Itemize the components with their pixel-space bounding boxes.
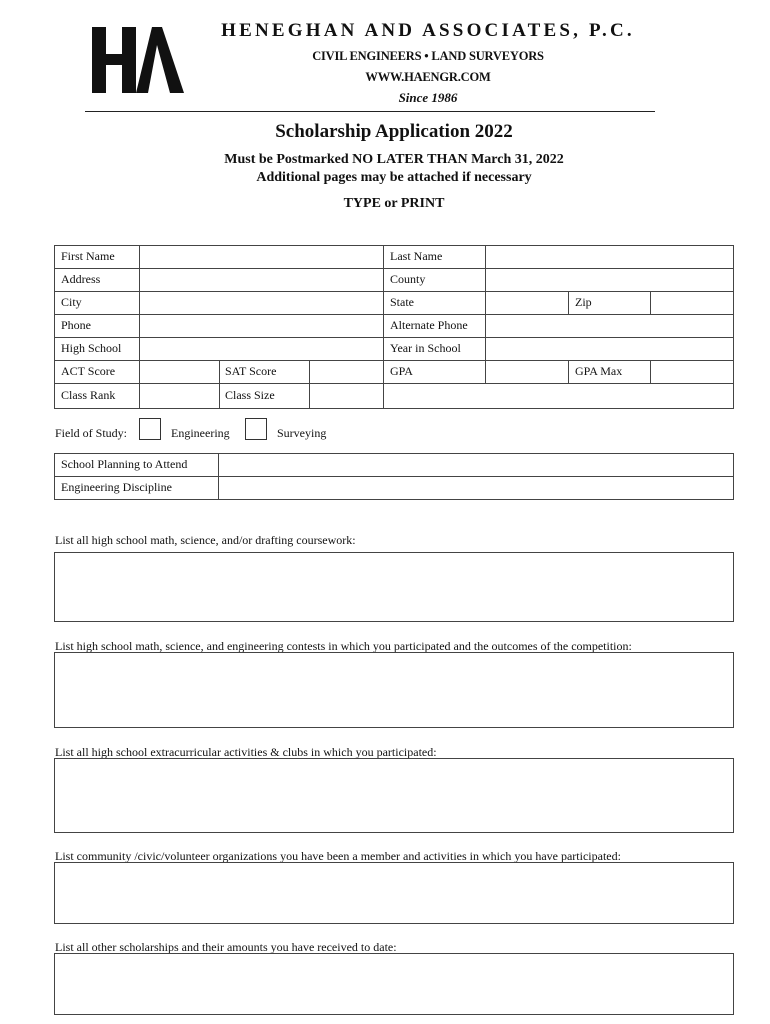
year-in-school-field[interactable] [485, 337, 734, 361]
form-note: Additional pages may be attached if necessary [256, 170, 532, 185]
city-label: City [61, 295, 82, 309]
form-deadline: Must be Postmarked NO LATER THAN March 31, 2022 [224, 152, 564, 167]
contests-textarea[interactable] [54, 652, 734, 728]
zip-field[interactable] [650, 291, 734, 315]
sat-score-field[interactable] [309, 360, 384, 384]
city-field[interactable] [139, 291, 384, 315]
surveying-checkbox[interactable] [245, 418, 267, 440]
community-textarea[interactable] [54, 862, 734, 924]
phone-label: Phone [61, 318, 91, 332]
last-name-label: Last Name [390, 249, 443, 263]
surveying-option-label: Surveying [277, 426, 327, 440]
class-size-field[interactable] [309, 383, 384, 409]
high-school-label: High School [61, 341, 122, 355]
alt-phone-label: Alternate Phone [390, 318, 468, 332]
year-in-school-label: Year in School [390, 341, 461, 355]
form-title: Scholarship Application 2022 [275, 121, 513, 142]
coursework-textarea[interactable] [54, 552, 734, 622]
address-field[interactable] [139, 268, 384, 292]
sat-score-label: SAT Score [225, 364, 277, 378]
scholarships-textarea[interactable] [54, 953, 734, 1015]
school-planning-label: School Planning to Attend [61, 457, 188, 471]
first-name-label: First Name [61, 249, 115, 263]
question-extracurricular: List all high school extracurricular activities & clubs in which you participated: [55, 745, 437, 759]
engineering-discipline-label: Engineering Discipline [61, 480, 172, 494]
field-of-study-label: Field of Study: [55, 426, 128, 440]
extracurricular-textarea[interactable] [54, 758, 734, 833]
gpa-field[interactable] [485, 360, 569, 384]
state-label: State [390, 295, 414, 309]
class-rank-field[interactable] [139, 383, 220, 409]
first-name-field[interactable] [139, 245, 384, 269]
phone-field[interactable] [139, 314, 384, 338]
class-size-label: Class Size [225, 388, 275, 402]
question-contests: List high school math, science, and engineering contests in which you participated and the outcomes of the competition: [55, 639, 632, 653]
firm-since: Since 1986 [398, 90, 458, 105]
firm-name: HENEGHAN AND ASSOCIATES, P.C. [221, 20, 635, 41]
engineering-discipline-field[interactable] [218, 476, 734, 500]
class-rank-label: Class Rank [61, 388, 116, 402]
zip-label: Zip [575, 295, 592, 309]
form-instruction: TYPE or PRINT [343, 196, 445, 211]
firm-website: WWW.HAENGR.COM [365, 70, 491, 84]
high-school-field[interactable] [139, 337, 384, 361]
act-score-label: ACT Score [61, 364, 116, 378]
act-score-field[interactable] [139, 360, 220, 384]
empty-cell [383, 383, 734, 409]
engineering-checkbox[interactable] [139, 418, 161, 440]
question-scholarships: List all other scholarships and their amounts you have received to date: [55, 940, 397, 954]
gpa-max-label: GPA Max [575, 364, 623, 378]
question-coursework: List all high school math, science, and/or drafting coursework: [55, 533, 356, 547]
state-field[interactable] [485, 291, 569, 315]
company-logo [92, 27, 184, 93]
county-label: County [390, 272, 426, 286]
gpa-label: GPA [390, 364, 413, 378]
school-planning-field[interactable] [218, 453, 734, 477]
address-label: Address [61, 272, 101, 286]
question-community: List community /civic/volunteer organizations you have been a member and activities in which you have participated: [55, 849, 621, 863]
alt-phone-field[interactable] [485, 314, 734, 338]
firm-tagline: CIVIL ENGINEERS • LAND SURVEYORS [312, 49, 544, 63]
engineering-option-label: Engineering [171, 426, 230, 440]
gpa-max-field[interactable] [650, 360, 734, 384]
header-divider [85, 111, 655, 112]
county-field[interactable] [485, 268, 734, 292]
last-name-field[interactable] [485, 245, 734, 269]
